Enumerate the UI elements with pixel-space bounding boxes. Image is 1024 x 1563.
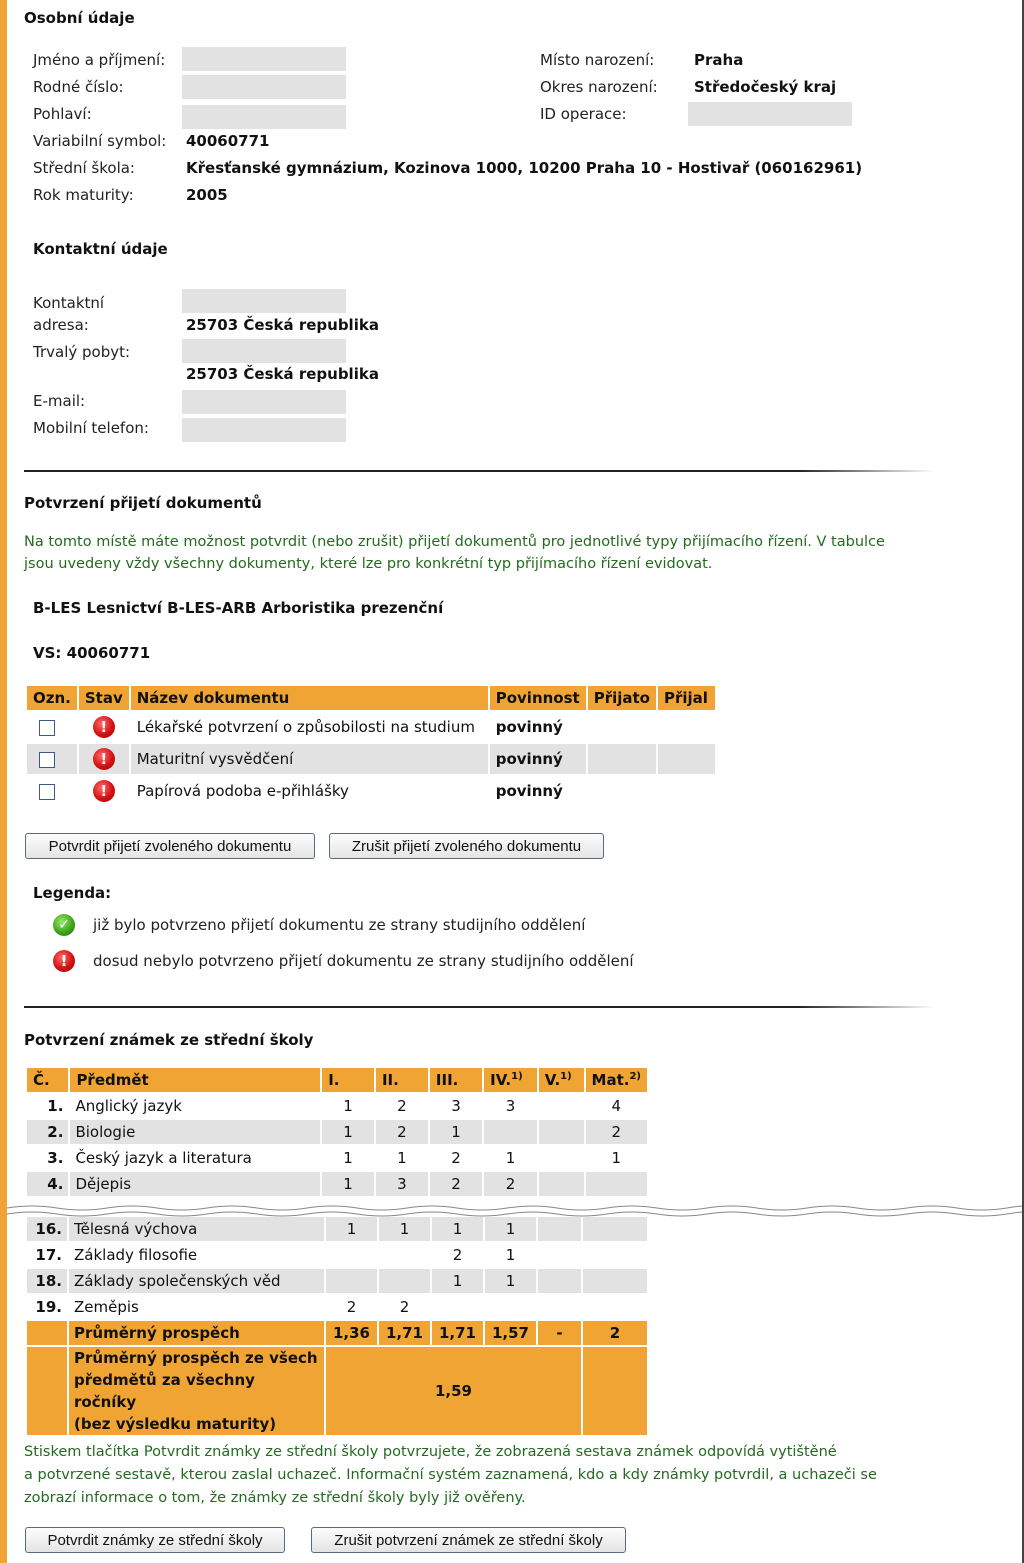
document-received: [588, 744, 656, 774]
grade-cell: [538, 1243, 581, 1267]
grade-cell: 1: [485, 1217, 536, 1241]
document-name: Maturitní vysvědčení: [131, 744, 488, 774]
grade-cell: 1: [343, 1097, 353, 1115]
grade-cell: 1: [322, 1172, 374, 1196]
grade-cell: [539, 1146, 584, 1170]
document-received: [588, 776, 656, 806]
grades-table-header: [27, 1068, 647, 1092]
birth-place-label: Místo narození:: [540, 51, 655, 69]
grade-cell: 1: [432, 1269, 483, 1293]
grade-cell: 2: [399, 1298, 410, 1316]
documents-intro-line2: jsou uvedeny vždy všechny dokumenty, které lze pro konkrétní typ přijímacího řízení evidovat.: [24, 556, 713, 572]
legend-confirmed-text: již bylo potvrzeno přijetí dokumentu ze strany studijního oddělení: [93, 916, 586, 934]
grade-cell: 1: [343, 1149, 353, 1167]
average-label: Průměrný prospěch: [69, 1321, 324, 1345]
col-year-4: IV.$^{1)}$: [484, 1068, 537, 1092]
average-maturity: 2: [583, 1321, 647, 1345]
overall-average-value: 1,59: [326, 1347, 581, 1435]
mobile-value-redacted: [182, 418, 346, 442]
email-label: E-mail:: [33, 392, 86, 410]
contact-address-label-line2: adresa:: [33, 316, 89, 334]
grade-cell: 1: [505, 1149, 516, 1167]
permanent-address-redacted: [182, 339, 346, 363]
documents-section-title: Potvrzení přijetí dokumentů: [24, 494, 262, 512]
legend-not-confirmed-text: dosud nebylo potvrzeno přijetí dokumentu ze strany studijního oddělení: [93, 952, 634, 970]
grade-row: [27, 1217, 647, 1241]
grade-row: [27, 1243, 647, 1267]
confirmed-check-icon: ✓: [53, 914, 75, 936]
sex-value-redacted: [182, 105, 346, 129]
grade-cell: [485, 1295, 536, 1319]
permanent-address-value: 25703 Česká republika: [186, 365, 379, 383]
documents-table: [25, 684, 717, 808]
confirm-grades-button[interactable]: Potvrdit známky ze střední školy: [25, 1527, 285, 1553]
overall-average-row: [27, 1347, 647, 1435]
overall-average-label: Průměrný prospěch ze všech předmětů za všechny ročníky (bez výsledku maturity): [69, 1347, 324, 1435]
row-select[interactable]: [27, 776, 77, 806]
grades-note-line1: Stiskem tlačítka Potvrdit známky ze střední školy potvrzujete, že zobrazená sestava známek odpovídá vytištěné: [24, 1444, 837, 1460]
grade-cell: [379, 1243, 430, 1267]
grade-row: [27, 1120, 647, 1144]
grade-cell: 2: [346, 1298, 357, 1316]
grade-cell: 2: [452, 1246, 463, 1264]
document-received-by: [658, 712, 715, 742]
high-school-label: Střední škola:: [33, 159, 135, 177]
not-confirmed-icon: !: [53, 950, 75, 972]
col-subject: Předmět: [70, 1068, 320, 1092]
row-select[interactable]: [27, 712, 77, 742]
grade-cell: 1: [379, 1217, 430, 1241]
grades-table-continued: [25, 1215, 649, 1437]
average-year-5: -: [538, 1321, 581, 1345]
row-checkbox[interactable]: [39, 752, 55, 768]
document-obligation: povinný: [490, 744, 586, 774]
contact-section-title: Kontaktní údaje: [33, 240, 168, 258]
subject-name: Dějepis: [70, 1172, 320, 1196]
subject-number: 16.: [27, 1217, 67, 1241]
grade-cell: [538, 1269, 581, 1293]
grade-cell: 3: [376, 1172, 428, 1196]
grade-cell: 1: [485, 1269, 536, 1293]
confirm-document-button[interactable]: Potvrdit přijetí zvoleného dokumentu: [25, 833, 315, 859]
mobile-label: Mobilní telefon:: [33, 419, 149, 437]
subject-name: Anglický jazyk: [75, 1097, 182, 1115]
subject-name: Základy filosofie: [74, 1246, 198, 1264]
grade-cell: [326, 1243, 377, 1267]
table-row: [27, 776, 715, 806]
grade-cell: [583, 1217, 647, 1241]
contact-address-label-line1: Kontaktní: [33, 294, 105, 312]
email-value-redacted: [182, 390, 346, 414]
grade-cell: 1: [430, 1120, 482, 1144]
birth-district-label: Okres narození:: [540, 78, 658, 96]
operation-id-label: ID operace:: [540, 105, 627, 123]
cancel-document-button[interactable]: Zrušit přijetí zvoleného dokumentu: [329, 833, 604, 859]
grade-cell: [539, 1094, 584, 1118]
subject-name: Český jazyk a literatura: [75, 1149, 252, 1167]
grade-row: [27, 1146, 647, 1170]
cancel-grades-button[interactable]: Zrušit potvrzení známek ze střední školy: [311, 1527, 626, 1553]
grade-cell: [379, 1269, 430, 1293]
col-year-2: II.: [376, 1068, 428, 1092]
document-obligation: povinný: [495, 782, 563, 800]
subject-number: 2.: [27, 1120, 68, 1144]
personal-section-title: Osobní údaje: [24, 9, 135, 27]
grade-cell: 3: [505, 1097, 516, 1115]
variable-symbol-heading: VS: 40060771: [33, 644, 151, 662]
col-status: Stav: [79, 686, 129, 710]
grade-row: [27, 1172, 647, 1196]
study-program: B-LES Lesnictví B-LES-ARB Arboristika prezenční: [33, 599, 444, 617]
document-received-by: [658, 776, 715, 806]
subject-name: Tělesná výchova: [69, 1217, 324, 1241]
grade-cell: 1: [611, 1149, 622, 1167]
average-year-4: 1,57: [485, 1321, 536, 1345]
document-received: [588, 712, 656, 742]
subject-number: 1.: [47, 1097, 64, 1115]
row-checkbox[interactable]: [39, 784, 55, 800]
document-name: Lékařské potvrzení o způsobilosti na studium: [136, 718, 475, 736]
grade-cell: 2: [397, 1097, 407, 1115]
grade-cell: 2: [451, 1149, 461, 1167]
col-year-1: I.: [322, 1068, 374, 1092]
contact-address-redacted: [182, 289, 346, 313]
col-number: Č.: [27, 1068, 68, 1092]
section-divider: [24, 470, 934, 472]
grades-section-title: Potvrzení známek ze střední školy: [24, 1031, 314, 1049]
sex-label: Pohlaví:: [33, 105, 92, 123]
grade-cell: 2: [430, 1172, 482, 1196]
name-value-redacted: [182, 47, 346, 71]
not-confirmed-icon: !: [93, 780, 115, 802]
grade-cell: [586, 1172, 647, 1196]
variable-symbol-value: 40060771: [186, 132, 270, 150]
not-confirmed-icon: !: [93, 748, 115, 770]
grade-cell: [326, 1269, 377, 1293]
grade-cell: 2: [376, 1120, 428, 1144]
graduation-year-value: 2005: [186, 186, 228, 204]
legend-title: Legenda:: [33, 884, 112, 902]
birth-district-value: Středočeský kraj: [694, 78, 837, 96]
birth-place-value: Praha: [694, 51, 744, 69]
row-checkbox[interactable]: [39, 720, 55, 736]
grade-cell: [583, 1295, 647, 1319]
average-year-3: 1,71: [432, 1321, 483, 1345]
documents-table-header: [27, 686, 715, 710]
grade-cell: [583, 1243, 647, 1267]
subject-number: 19.: [35, 1298, 62, 1316]
grades-note-line3: zobrazí informace o tom, že známky ze střední školy byly již ověřeny.: [24, 1490, 526, 1506]
average-year-2: 1,71: [379, 1321, 430, 1345]
col-received-by: Přijal: [658, 686, 715, 710]
table-row: [27, 712, 715, 742]
grade-cell: 3: [451, 1097, 461, 1115]
average-year-1: 1,36: [326, 1321, 377, 1345]
document-name: Papírová podoba e-přihlášky: [136, 782, 349, 800]
grade-cell: [539, 1120, 584, 1144]
graduation-year-label: Rok maturity:: [33, 186, 134, 204]
subject-name: Biologie: [70, 1120, 320, 1144]
grade-row: [27, 1295, 647, 1319]
documents-intro-line1: Na tomto místě máte možnost potvrdit (nebo zrušit) přijetí dokumentů pro jednotlivé typy přijímacího řízení. V tabulce: [24, 534, 885, 550]
grade-cell: [432, 1295, 483, 1319]
name-label: Jméno a příjmení:: [33, 51, 166, 69]
col-year-5: V.$^{1)}$: [539, 1068, 584, 1092]
grade-cell: [583, 1269, 647, 1293]
not-confirmed-icon: !: [93, 716, 115, 738]
subject-name: Základy společenských věd: [69, 1269, 324, 1293]
col-document-name: Název dokumentu: [131, 686, 488, 710]
grade-cell: [538, 1217, 581, 1241]
col-obligation: Povinnost: [490, 686, 586, 710]
operation-id-value-redacted: [688, 102, 852, 126]
section-divider: [24, 1006, 934, 1008]
grade-cell: 2: [586, 1120, 647, 1144]
grades-note-line2: a potvrzené sestavě, kterou zaslal uchazeč. Informační systém zaznamená, kdo a kdy známky potvrdil, a uchazeči se: [24, 1467, 877, 1483]
document-obligation: povinný: [495, 718, 563, 736]
document-received-by: [658, 744, 715, 774]
variable-symbol-label: Variabilní symbol:: [33, 132, 167, 150]
birth-number-value-redacted: [182, 75, 346, 99]
col-maturity: Mat.$^{2)}$: [586, 1068, 647, 1092]
left-frame-border: [0, 0, 7, 1563]
col-year-3: III.: [430, 1068, 482, 1092]
high-school-value: Křesťanské gymnázium, Kozinova 1000, 10200 Praha 10 - Hostivař (060162961): [186, 159, 863, 177]
row-select[interactable]: [27, 744, 77, 774]
grades-table: [25, 1066, 649, 1198]
permanent-address-label: Trvalý pobyt:: [33, 343, 131, 361]
average-row: [27, 1321, 647, 1345]
table-row: [27, 744, 715, 774]
subject-number: 17.: [35, 1246, 62, 1264]
subject-number: 18.: [27, 1269, 67, 1293]
subject-name: Zeměpis: [74, 1298, 139, 1316]
contact-address-value: 25703 Česká republika: [186, 316, 379, 334]
grade-cell: [538, 1295, 581, 1319]
birth-number-label: Rodné číslo:: [33, 78, 124, 96]
grade-cell: 1: [326, 1217, 377, 1241]
subject-number: 4.: [27, 1172, 68, 1196]
col-received: Přijato: [588, 686, 656, 710]
grade-cell: 1: [432, 1217, 483, 1241]
grade-cell: 4: [611, 1097, 622, 1115]
grade-cell: 1: [322, 1120, 374, 1144]
grade-cell: 1: [505, 1246, 516, 1264]
grade-cell: 1: [397, 1149, 407, 1167]
grade-cell: [484, 1120, 537, 1144]
grade-row: [27, 1094, 647, 1118]
grade-cell: [539, 1172, 584, 1196]
subject-number: 3.: [47, 1149, 64, 1167]
grade-row: [27, 1269, 647, 1293]
col-mark: Ozn.: [27, 686, 77, 710]
grade-cell: 2: [484, 1172, 537, 1196]
